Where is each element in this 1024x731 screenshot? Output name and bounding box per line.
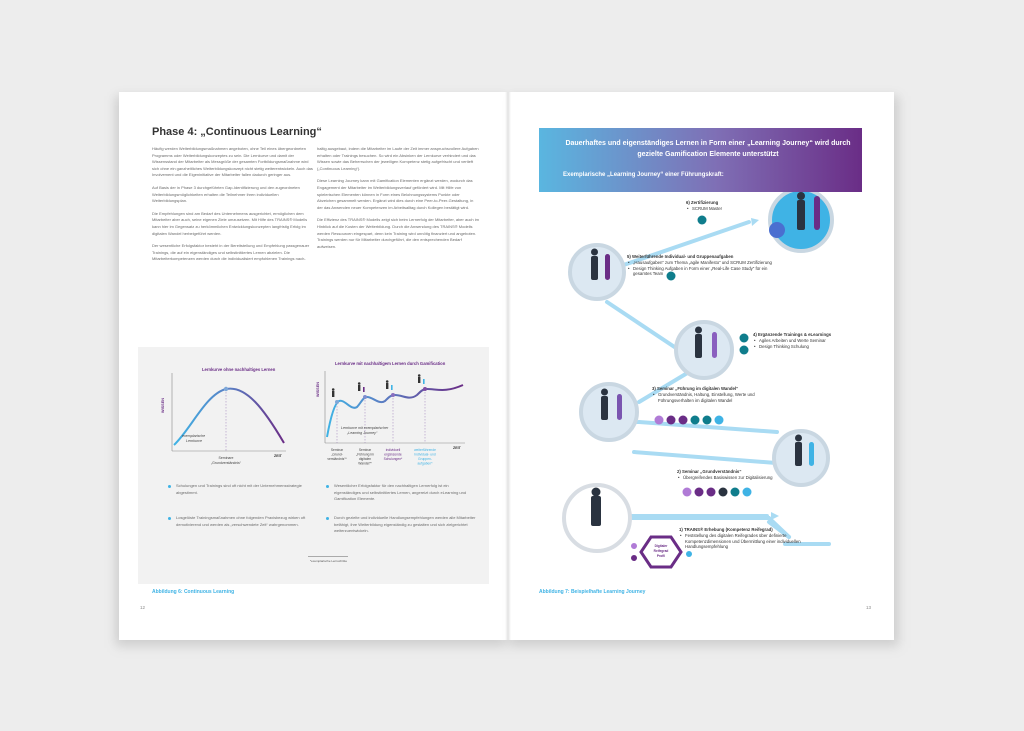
paragraph: haltig ausgebaut, indem die Mitarbeiter im Laufe der Zeit immer anspruchsvollere Aufgaben erhalten oder Trainings besuchen. So wird ein Absinken der Lernkurve verhindert und das Wissen sowie das Beherrschen der jeweiligen Kompetenz stetig aufgefrischt und vertieft („Continuous Learning“). [317,146,479,171]
step-title: 6) Zertifizierung [686,200,719,205]
chart2-marker-label: ergänzende [384,452,402,457]
chart2-marker-label: Gruppen- [418,457,432,461]
hex-label: Profil [656,554,666,558]
banner-subtitle: Exemplarische „Learning Journey“ einer Führungskraft: [563,172,724,178]
chart1-xlabel: ZEIT [274,454,282,458]
hex-label: Digitaler [654,544,668,548]
figure-caption: Abbildung 7: Beispielhafte Learning Journey [539,589,646,595]
step-item: • Design Thinking Schulung [753,344,859,350]
left-page [119,92,507,640]
chart2-marker-label: Seminar [358,448,372,452]
bullet-item: Wesentlicher Erfolgsfaktor für den nachhaltigen Lernerfolg ist ein eigenständiges und selbstinitiiertes Lernen, angereizt durch eLearning und Gamification Elemente. [326,483,476,503]
chart-with-gamification [313,355,483,477]
book-spine [505,92,511,640]
step-6 [686,200,756,212]
step-title: 3) Seminar „Führung im digitalen Wandel“ [652,386,739,391]
paragraph: Die Empfehlungen sind am Bedarf des Unternehmens ausgerichtet, ermöglichen dem Mitarbeiter aber auch, seine eigenen Ziele umzusetzen. Mit Hilfe des TRAINS® Modells kann hier im Gegensatz zu herkömmlichen Entwicklungskonzepten langfristig Erfolg im digitalen Wandel herbeigeführt werden. [152,210,308,236]
paragraph: Der wesentliche Erfolgsfaktor besteht in der Bereitstellung und Empfehlung passgenauer Trainings, die auf ein eigenständiges und selbstinitiiertes Lernen abzielen. Die Mitarbeiterkompetenzen werden durch die individualisiert empfohlenen Trainings nach- [152,243,310,262]
bullet-item: Losgelöste Trainingsmaßnahmen ohne folgenden Praxisbezug wirken oft demotivierend und werden als „verschwendete Zeit“ wahrgenommen. [168,515,318,528]
chart2-marker-label: digitalen [358,457,372,461]
chart2-marker-label: Wandel“* [358,461,372,466]
chart2-marker-label: Individual- und [414,452,436,457]
journey-banner [539,128,862,192]
chart2-xlabel: ZEIT [453,446,461,450]
banner-title: Dauerhaftes und eigenständiges Lernen in Form einer „Learning Journey“ wird durch gezielte Gamification Elemente unterstützt [565,140,851,158]
bullet-item: Schulungen und Trainings sind oft nicht mit der Unternehmensstrategie abgestimmt. [168,483,318,496]
paragraph: Die Effizienz des TRAINS® Modells zeigt sich beim Lernerfolg der Mitarbeiter, aber auch im Hinblick auf die Kosten der Weiterbildung. Durch die Anwendung des TRAINS® Modells werden Ressourcen eingespart, denn kein Training wird unnötig finanziert und angeboten. Trainings werden nur für Mitarbeiter durchgeführt, die den entsprechenden Bedarf aufweisen. [317,217,479,249]
chart2-curve-label: „Learning Journey“ [347,431,378,435]
step-title: 5) Weiterführende Individual- und Gruppenaufgaben [627,254,734,259]
chart2-marker-label: Schulungen* [383,457,403,461]
right-page [508,92,894,640]
step-item: • „Hausaufgaben“ zum Thema „agile Manifesto“ und SCRUM Zertifizierung [627,260,787,266]
paragraph: Häufig werden Weiterbildungsmaßnahmen angeboten, ohne Teil eines übergeordneten Programms oder Weiterbildungskonzeptes zu sein. Die Lernkurve und damit der Wissensstand der Mitarbeiter als Messgröße der gesamten Fortbildungsmaßnahme wird sich ohne ein ganzheitliches Weiterbildungskonzept nicht stetig weiterentwickeln. Auch das Involvement und die Eigeninitiative der Mitarbeiter fallen dadurch geringer aus. [152,146,313,178]
journey-stations [564,192,832,551]
step-item: • Grundverständnis, Haltung, Einstellung, Werte und Führungsverhalten im digitalen Wandel [652,392,782,404]
figure-continuous-learning [138,347,489,584]
step-1 [679,527,819,550]
step-item: • Design Thinking Aufgaben in Form einer „Real-Life Case Study“ für ein gesamtes Team [627,266,787,278]
hex-label: Reifegrad [653,549,669,553]
footnote-divider [308,556,348,557]
text-column-1 [152,146,314,269]
station-4 [676,322,732,378]
chart2-marker-label: „Grund- [331,452,343,457]
chart1-curve-label: Lernkurve [186,439,202,443]
paragraph: Diese Learning Journey kann mit Gamification Elementen ergänzt werden, wodurch das Engagement der Mitarbeiter im Weiterbildungsverlauf gefördert wird. Mit Hilfe von spielerischen Elementen können in Form eines Belohnungssystems Punkte oder Abzeichen gesammelt werden. Ergänzt wird dies durch eine Peer-to-Peer-Gestaltung, in der das Anwenden neuer Kompetenzen im Arbeitsalltag durch Kollegen bestätigt wird. [317,178,474,210]
step-4 [753,332,859,349]
step-3 [652,386,782,403]
learning-journey-illustration [539,192,862,582]
figure-caption: Abbildung 6: Continuous Learning [152,589,235,595]
chart1-curve-label: exemplarische [182,434,206,438]
step-item: • Übergreifendes Basiswissen zur Digitalisierung [677,475,807,481]
chart2-marker-label: aufgaben* [417,461,433,466]
chart1-ylabel: WISSEN [161,398,165,413]
badge-col-4 [740,334,749,355]
chart1-marker-label: Seminare [218,456,234,460]
paragraph: Auf Basis der in Phase 3 durchgeführten Gap-Identifizierung und den zugeordneten Weiterbildungsmöglichkeiten erhalten die Teilnehmer ihren individuellen Weiterbildungsplan. [152,184,300,204]
chart2-marker-label: weiterführende [414,448,436,452]
bullet-item: Durch gezielte und individuelle Handlungsempfehlungen werden alle Mitarbeiter befähigt, ihre Weiterbildung eigenständig zu gestalten und sich zielgerichtet weiterzuentwickeln. [326,515,476,535]
chart2-ylabel: WISSEN [316,382,320,397]
chart2-marker-label: Seminar [330,448,344,452]
step-item: • SCRUM Master [686,206,756,212]
step-title: 1) TRAINS® Erhebung (Kompetenz Reifegrad) [679,527,773,532]
chart2-title: Lernkurve mit nachhaltigem Lernen durch Gamification [335,361,446,366]
step-5 [627,254,787,277]
chart2-marker-label: individuell [385,448,401,452]
badge-row-2 [683,488,752,497]
footnote: *exemplarische Lernschritte [310,559,348,563]
chart2-marker-label: „Führung im [356,452,374,457]
step-2 [677,469,807,481]
step-item: • Feststellung des digitalen Reifegrades über definierte Kompetenzdimensionen und Übermittlung einer individuellen Handlungsempfehlung [679,533,819,550]
badge-6 [698,216,707,225]
page-number: 12 [140,605,146,610]
chart2-curve-label: Lernkurve mit exemplarischer [341,426,389,430]
page-heading: Phase 4: „Continuous Learning“ [152,126,322,138]
chart2-marker-label: verständnis“* [327,457,347,461]
chart1-title: Lernkurve ohne nachhaltiges Lernen [202,367,276,372]
text-column-2 [317,146,479,256]
chart-without-sustainable-learning [156,359,301,471]
station-3 [581,384,637,440]
page-number: 13 [866,605,872,610]
step-title: 2) Seminar „Grundverständnis“ [677,469,742,474]
step-item: • Agiles Arbeiten und Werte Seminar [753,338,859,344]
step-title: 4) Ergänzende Trainings & eLearnings [753,332,832,337]
chart1-marker-label: „Grundverständnis“ [211,461,241,465]
